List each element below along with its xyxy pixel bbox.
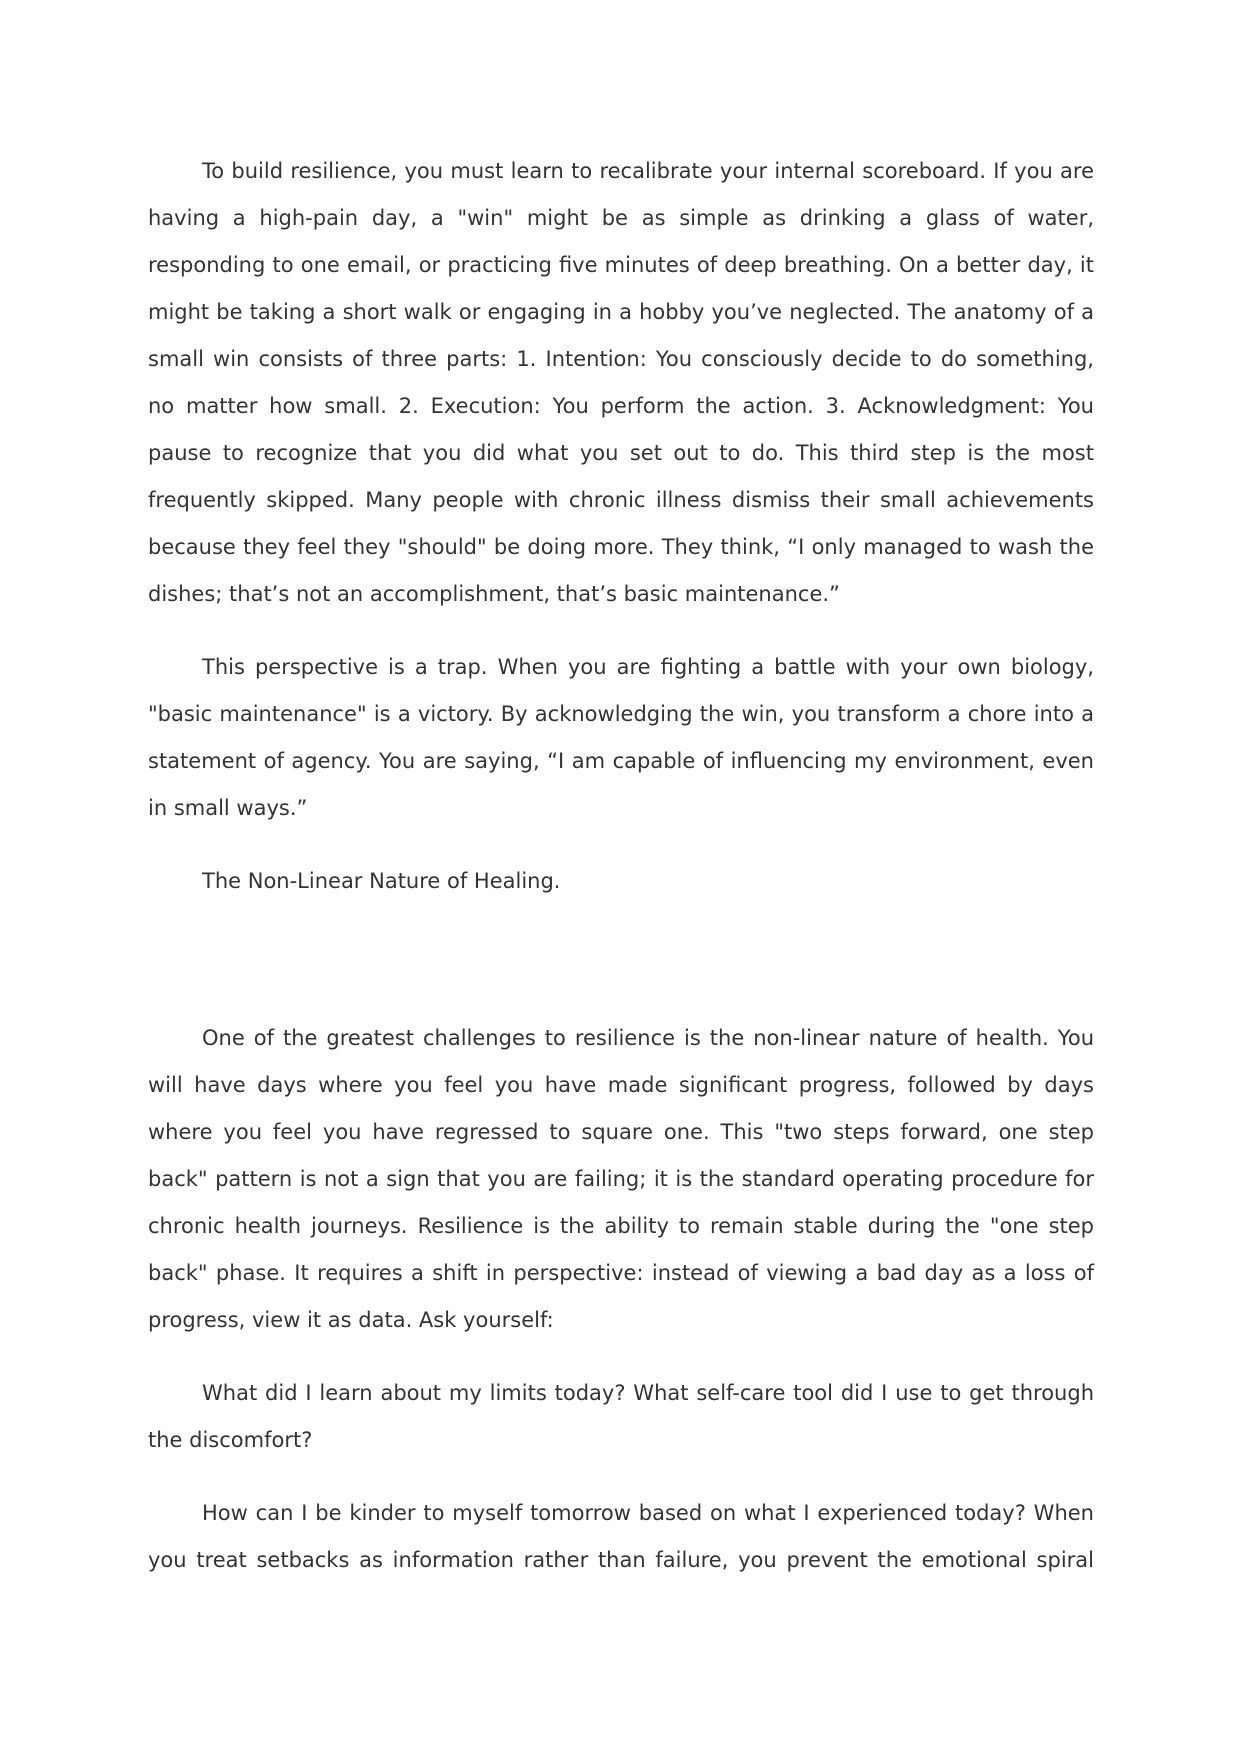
paragraph-non-linear-health: One of the greatest challenges to resilience is the non-linear nature of health. You will have days where you feel you have made significant progress, followed by days where you feel you have regressed to square one. This "two steps forward, one step back" pattern is not a sign that you are failing; it is the standard operating procedure for chronic health journeys. Resilience is the ability to remain stable during the "one step back" phase. It requires a shift in perspective: instead of viewing a bad day as a loss of progress, view it as data. Ask yourself:: [148, 1026, 1094, 1332]
paragraph-small-wins: To build resilience, you must learn to recalibrate your internal scoreboard. If you are having a high-pain day, a "win" might be as simple as drinking a glass of water, responding to one email, or practicing five minutes of deep breathing. On a better day, it might be taking a short walk or engaging in a hobby you’ve neglected. The anatomy of a small win consists of three parts: 1. Intention: You consciously decide to do something, no matter how small. 2. Execution: You perform the action. 3. Acknowledgment: You pause to recognize that you did what you set out to do. This third step is the most frequently skipped. Many people with chronic illness dismiss their small achievements because they feel they "should" be doing more. They think, “I only managed to wash the dishes; that’s not an accomplishment, that’s basic maintenance.”: [148, 159, 1094, 606]
paragraph-reflection-questions: What did I learn about my limits today? What self-care tool did I use to get through the discomfort?: [148, 1381, 1094, 1452]
section-heading: The Non-Linear Nature of Healing.: [202, 869, 561, 893]
paragraph-setbacks-as-information: How can I be kinder to myself tomorrow based on what I experienced today? When you treat setbacks as information rather than failure, you prevent the emotional spiral: [148, 1501, 1094, 1572]
paragraph-perspective-trap: This perspective is a trap. When you are fighting a battle with your own biology, "basic maintenance" is a victory. By acknowledging the win, you transform a chore into a statement of agency. You are saying, “I am capable of influencing my environment, even in small ways.”: [148, 655, 1094, 820]
document-body: [148, 148, 1094, 1610]
